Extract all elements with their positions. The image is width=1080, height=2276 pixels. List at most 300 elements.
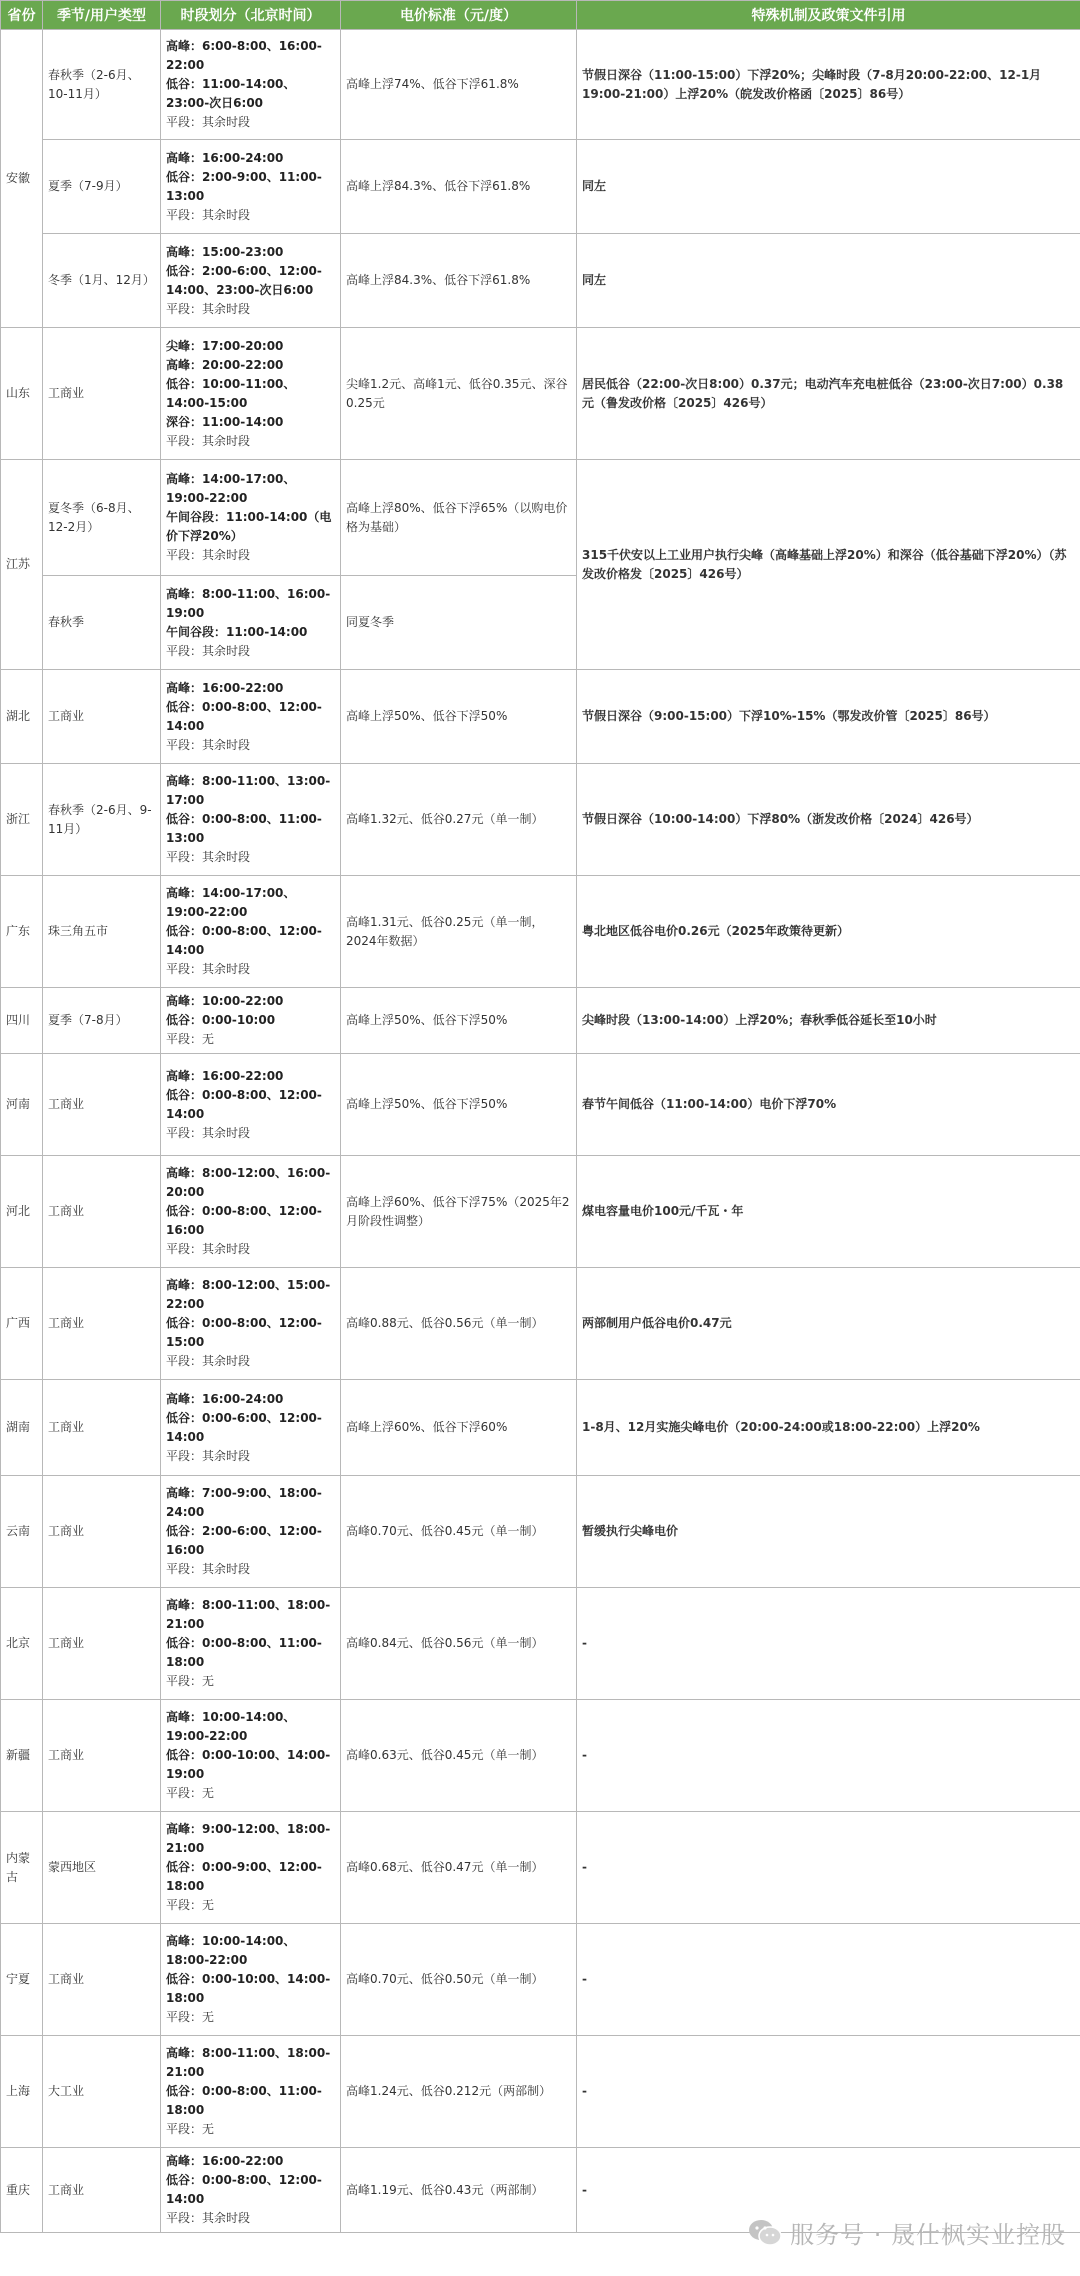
time-slot-range: 6:00-8:00、16:00-22:00 xyxy=(166,39,322,72)
time-slot-line xyxy=(166,1484,335,1522)
time-slot-label: 低谷： xyxy=(166,169,203,184)
time-slot-range: 平段：其余时段 xyxy=(166,1448,251,1463)
table-row xyxy=(1,988,1080,1054)
time-slot-range: 10:00-11:00、14:00-15:00 xyxy=(166,376,296,410)
time-slot-line xyxy=(166,1067,335,1086)
province-cell: 云南 xyxy=(1,1476,43,1588)
season-cell: 大工业 xyxy=(43,2036,161,2148)
time-slot-line xyxy=(166,2152,335,2171)
time-slot-label: 高峰： xyxy=(166,2154,203,2168)
policy-cell: 1-8月、12月实施尖峰电价（20:00-24:00或18:00-22:00）上浮20% xyxy=(577,1380,1080,1476)
season-cell: 珠三角五市 xyxy=(43,876,161,988)
time-slot-range: 10:00-22:00 xyxy=(202,994,284,1008)
province-cell: 江苏 xyxy=(1,460,43,670)
time-slot-range: 平段：其余时段 xyxy=(166,2211,251,2225)
season-cell: 蒙西地区 xyxy=(43,1812,161,1924)
time-slot-range: 8:00-12:00、15:00-22:00 xyxy=(166,1278,331,1311)
time-slot-range: 8:00-11:00、16:00-19:00 xyxy=(166,586,331,620)
time-slot-label: 高峰： xyxy=(166,357,203,372)
table-row xyxy=(1,2036,1080,2148)
header-season: 季节/用户类型 xyxy=(43,1,161,30)
time-slot-label: 低谷： xyxy=(166,699,203,714)
time-slot-range: 平段：其余时段 xyxy=(166,643,251,658)
time-slot-range: 8:00-11:00、18:00-21:00 xyxy=(166,2046,331,2079)
time-slot-label: 低谷： xyxy=(166,77,203,91)
time-slot-line xyxy=(166,413,335,432)
time-slot-range: 平段：无 xyxy=(166,1032,215,1046)
time-slot-line xyxy=(166,149,335,168)
time-slot-range: 2:00-9:00、11:00-13:00 xyxy=(166,169,322,203)
time-slot-line xyxy=(166,1560,335,1579)
time-slot-range: 10:00-14:00、19:00-22:00 xyxy=(166,1710,296,1743)
price-cell: 高峰上浮50%、低谷下浮50% xyxy=(341,670,577,764)
table-row xyxy=(1,764,1080,876)
time-slot-line xyxy=(166,1124,335,1143)
time-slot-range: 10:00-14:00、18:00-22:00 xyxy=(166,1934,296,1967)
time-slot-range: 0:00-8:00、11:00-18:00 xyxy=(166,1636,322,1669)
time-slot-range: 16:00-24:00 xyxy=(202,150,284,165)
policy-cell: 同左 xyxy=(577,140,1080,234)
time-slot-label: 尖峰： xyxy=(166,338,203,353)
time-slot-range: 0:00-8:00、11:00-18:00 xyxy=(166,2084,322,2117)
time-slot-range: 0:00-8:00、12:00-14:00 xyxy=(166,699,322,733)
time-slot-range: 17:00-20:00 xyxy=(202,338,284,353)
time-slots-cell xyxy=(161,576,341,670)
header-policy: 特殊机制及政策文件引用 xyxy=(577,1,1080,30)
season-cell: 春秋季（2-6月、9-11月） xyxy=(43,764,161,876)
province-cell: 安徽 xyxy=(1,30,43,328)
policy-cell: 同左 xyxy=(577,234,1080,328)
price-cell: 高峰1.24元、低谷0.212元（两部制） xyxy=(341,2036,577,2148)
price-cell: 高峰上浮74%、低谷下浮61.8% xyxy=(341,30,577,140)
time-slot-range: 0:00-10:00 xyxy=(202,1013,276,1027)
time-slot-range: 15:00-23:00 xyxy=(202,244,284,259)
season-cell: 工商业 xyxy=(43,2148,161,2233)
time-slot-range: 11:00-14:00 xyxy=(226,624,308,639)
watermark xyxy=(748,2215,1066,2250)
time-slots-cell xyxy=(161,30,341,140)
time-slot-label: 低谷： xyxy=(166,2084,203,2098)
time-slot-line xyxy=(166,546,335,565)
time-slot-line xyxy=(166,300,335,319)
time-slot-range: 11:00-14:00（电价下浮20%） xyxy=(166,510,332,543)
time-slot-range: 2:00-6:00、12:00-14:00、23:00-次日6:00 xyxy=(166,263,322,297)
time-slot-line xyxy=(166,432,335,451)
table-row xyxy=(1,328,1080,460)
price-cell: 高峰上浮50%、低谷下浮50% xyxy=(341,1054,577,1156)
time-slot-line xyxy=(166,1784,335,1803)
time-slot-range: 0:00-10:00、14:00-19:00 xyxy=(166,1748,331,1781)
time-slot-label: 高峰： xyxy=(166,472,203,486)
time-slot-label: 低谷： xyxy=(166,1972,203,1986)
time-slot-line xyxy=(166,1276,335,1314)
time-slot-line xyxy=(166,1447,335,1466)
time-slot-label: 高峰： xyxy=(166,1166,203,1180)
time-slot-label: 高峰： xyxy=(166,1068,203,1083)
header-slots: 时段划分（北京时间） xyxy=(161,1,341,30)
price-cell: 高峰1.31元、低谷0.25元（单一制，2024年数据） xyxy=(341,876,577,988)
time-slot-range: 8:00-11:00、18:00-21:00 xyxy=(166,1598,331,1631)
table-row xyxy=(1,1476,1080,1588)
time-slots-cell xyxy=(161,1054,341,1156)
season-cell: 夏季（7-8月） xyxy=(43,988,161,1054)
time-slot-range: 16:00-24:00 xyxy=(202,1391,284,1406)
time-slot-line xyxy=(166,992,335,1011)
time-slot-label: 低谷： xyxy=(166,1636,203,1650)
time-slot-line xyxy=(166,623,335,642)
time-slot-range: 平段：其余时段 xyxy=(166,548,251,562)
table-row xyxy=(1,1054,1080,1156)
policy-cell: - xyxy=(577,2148,1080,2233)
time-slot-range: 16:00-22:00 xyxy=(202,2154,284,2168)
province-cell: 山东 xyxy=(1,328,43,460)
time-slot-line xyxy=(166,585,335,623)
watermark-text: 服务号 · 晟仕枫实业控股 xyxy=(790,2221,1066,2249)
time-slot-label: 低谷： xyxy=(166,1748,203,1762)
policy-cell: 煤电容量电价100元/千瓦・年 xyxy=(577,1156,1080,1268)
policy-cell: - xyxy=(577,2036,1080,2148)
time-slots-cell xyxy=(161,140,341,234)
province-cell: 河南 xyxy=(1,1054,43,1156)
season-cell: 春秋季 xyxy=(43,576,161,670)
table-row xyxy=(1,876,1080,988)
time-slot-line xyxy=(166,337,335,356)
time-slots-cell xyxy=(161,1268,341,1380)
time-slot-line xyxy=(166,113,335,132)
time-slot-range: 0:00-10:00、14:00-18:00 xyxy=(166,1972,331,2005)
province-cell: 新疆 xyxy=(1,1700,43,1812)
time-slot-line xyxy=(166,810,335,848)
province-cell: 上海 xyxy=(1,2036,43,2148)
policy-cell: - xyxy=(577,1812,1080,1924)
time-slot-label: 高峰： xyxy=(166,774,203,788)
time-slot-line xyxy=(166,1932,335,1970)
time-slots-cell xyxy=(161,1476,341,1588)
time-slot-range: 0:00-9:00、12:00-18:00 xyxy=(166,1860,322,1893)
province-cell: 广东 xyxy=(1,876,43,988)
table-row xyxy=(1,30,1080,140)
time-slot-line xyxy=(166,1086,335,1124)
time-slots-cell xyxy=(161,876,341,988)
time-slots-cell xyxy=(161,1812,341,1924)
time-slot-line xyxy=(166,772,335,810)
time-slot-label: 高峰： xyxy=(166,150,203,165)
time-slot-label: 高峰： xyxy=(166,994,203,1008)
time-slots-cell xyxy=(161,328,341,460)
price-cell: 高峰1.32元、低谷0.27元（单一制） xyxy=(341,764,577,876)
time-slot-label: 高峰： xyxy=(166,1934,203,1948)
policy-cell: 居民低谷（22:00-次日8:00）0.37元；电动汽车充电桩低谷（23:00-次日7:00）0.38元（鲁发改价格〔2025〕426号） xyxy=(577,328,1080,460)
province-cell: 河北 xyxy=(1,1156,43,1268)
time-slot-label: 低谷： xyxy=(166,1316,203,1330)
time-slot-range: 16:00-22:00 xyxy=(202,680,284,695)
season-cell: 工商业 xyxy=(43,1380,161,1476)
time-slot-line xyxy=(166,884,335,922)
price-cell: 高峰上浮80%、低谷下浮65%（以购电价格为基础） xyxy=(341,460,577,576)
season-cell: 工商业 xyxy=(43,328,161,460)
time-slot-line xyxy=(166,356,335,375)
time-slot-label: 午间谷段： xyxy=(166,510,227,524)
time-slots-cell xyxy=(161,234,341,328)
time-slot-label: 低谷： xyxy=(166,924,203,938)
time-slots-cell xyxy=(161,1700,341,1812)
table-row xyxy=(1,460,1080,576)
time-slots-cell xyxy=(161,1156,341,1268)
time-slot-line xyxy=(166,470,335,508)
time-slot-label: 深谷： xyxy=(166,414,203,429)
time-slot-line xyxy=(166,508,335,546)
time-slot-label: 高峰： xyxy=(166,1822,203,1836)
time-slot-range: 平段：其余时段 xyxy=(166,850,251,864)
time-slots-cell xyxy=(161,1924,341,2036)
time-slot-label: 低谷： xyxy=(166,1410,203,1425)
season-cell: 工商业 xyxy=(43,1924,161,2036)
time-slot-range: 0:00-8:00、11:00-13:00 xyxy=(166,812,322,845)
time-slot-line xyxy=(166,1164,335,1202)
time-slot-range: 0:00-8:00、12:00-14:00 xyxy=(166,2173,322,2206)
time-slot-line xyxy=(166,1896,335,1915)
time-slot-line xyxy=(166,1409,335,1447)
time-slot-label: 高峰： xyxy=(166,2046,203,2060)
province-cell: 北京 xyxy=(1,1588,43,1700)
policy-cell: 暂缓执行尖峰电价 xyxy=(577,1476,1080,1588)
season-cell: 春秋季（2-6月、10-11月） xyxy=(43,30,161,140)
time-slot-line xyxy=(166,679,335,698)
time-slot-range: 平段：其余时段 xyxy=(166,1242,251,1256)
policy-cell: - xyxy=(577,1700,1080,1812)
time-slot-line xyxy=(166,375,335,413)
time-slot-range: 平段：无 xyxy=(166,1786,215,1800)
time-slot-range: 平段：其余时段 xyxy=(166,207,251,222)
table-row xyxy=(1,1700,1080,1812)
time-slot-label: 高峰： xyxy=(166,1710,203,1724)
header-province: 省份 xyxy=(1,1,43,30)
time-slot-range: 0:00-6:00、12:00-14:00 xyxy=(166,1410,322,1444)
time-slot-range: 9:00-12:00、18:00-21:00 xyxy=(166,1822,331,1855)
time-slot-range: 平段：其余时段 xyxy=(166,962,251,976)
time-slots-cell xyxy=(161,1380,341,1476)
time-slot-range: 2:00-6:00、12:00-16:00 xyxy=(166,1524,322,1557)
time-slot-line xyxy=(166,1314,335,1352)
price-cell: 高峰0.70元、低谷0.50元（单一制） xyxy=(341,1924,577,2036)
time-slot-range: 8:00-11:00、13:00-17:00 xyxy=(166,774,331,807)
price-cell: 高峰0.68元、低谷0.47元（单一制） xyxy=(341,1812,577,1924)
time-slot-label: 高峰： xyxy=(166,1278,203,1292)
time-slot-label: 低谷： xyxy=(166,376,203,391)
time-slot-label: 高峰： xyxy=(166,586,203,601)
time-slot-line xyxy=(166,642,335,661)
policy-cell: - xyxy=(577,1924,1080,2036)
price-cell: 高峰0.84元、低谷0.56元（单一制） xyxy=(341,1588,577,1700)
price-cell: 高峰上浮50%、低谷下浮50% xyxy=(341,988,577,1054)
time-slot-range: 平段：无 xyxy=(166,1674,215,1688)
province-cell: 浙江 xyxy=(1,764,43,876)
time-slot-line xyxy=(166,2044,335,2082)
time-slot-range: 平段：其余时段 xyxy=(166,115,251,129)
time-slot-label: 高峰： xyxy=(166,39,203,53)
time-slot-range: 14:00-17:00、19:00-22:00 xyxy=(166,472,296,505)
price-cell: 高峰0.63元、低谷0.45元（单一制） xyxy=(341,1700,577,1812)
price-cell: 高峰上浮60%、低谷下浮60% xyxy=(341,1380,577,1476)
time-slot-range: 0:00-8:00、12:00-14:00 xyxy=(166,924,322,957)
season-cell: 工商业 xyxy=(43,1268,161,1380)
time-slot-line xyxy=(166,75,335,113)
time-slot-line xyxy=(166,262,335,300)
time-slot-label: 低谷： xyxy=(166,1860,203,1874)
time-slot-label: 高峰： xyxy=(166,1486,203,1500)
time-slot-line xyxy=(166,1634,335,1672)
policy-cell: 春节午间低谷（11:00-14:00）电价下浮70% xyxy=(577,1054,1080,1156)
price-cell: 尖峰1.2元、高峰1元、低谷0.35元、深谷0.25元 xyxy=(341,328,577,460)
time-slot-line xyxy=(166,922,335,960)
table-row xyxy=(1,234,1080,328)
policy-cell: 粤北地区低谷电价0.26元（2025年政策待更新） xyxy=(577,876,1080,988)
time-slot-line xyxy=(166,1030,335,1049)
time-slots-cell xyxy=(161,2148,341,2233)
time-slot-line xyxy=(166,1970,335,2008)
time-slot-label: 低谷： xyxy=(166,263,203,278)
time-slots-cell xyxy=(161,764,341,876)
price-cell: 高峰上浮84.3%、低谷下浮61.8% xyxy=(341,140,577,234)
time-slot-range: 平段：其余时段 xyxy=(166,433,251,448)
price-cell: 同夏冬季 xyxy=(341,576,577,670)
time-slots-cell xyxy=(161,670,341,764)
time-slots-cell xyxy=(161,988,341,1054)
time-slot-line xyxy=(166,1240,335,1259)
time-slot-range: 14:00-17:00、19:00-22:00 xyxy=(166,886,296,919)
season-cell: 冬季（1月、12月） xyxy=(43,234,161,328)
time-slot-line xyxy=(166,1672,335,1691)
time-slot-line xyxy=(166,1011,335,1030)
time-slot-range: 7:00-9:00、18:00-24:00 xyxy=(166,1486,322,1519)
time-slot-range: 平段：无 xyxy=(166,1898,215,1912)
time-slot-line xyxy=(166,1858,335,1896)
province-cell: 内蒙古 xyxy=(1,1812,43,1924)
time-slots-cell xyxy=(161,1588,341,1700)
time-slot-label: 低谷： xyxy=(166,812,203,826)
time-slot-range: 平段：其余时段 xyxy=(166,301,251,316)
season-cell: 工商业 xyxy=(43,1054,161,1156)
table-row xyxy=(1,670,1080,764)
time-slot-label: 高峰： xyxy=(166,680,203,695)
table-row xyxy=(1,1924,1080,2036)
time-slot-range: 平段：无 xyxy=(166,2122,215,2136)
time-slot-label: 低谷： xyxy=(166,1087,203,1102)
time-slot-range: 11:00-14:00、23:00-次日6:00 xyxy=(166,77,296,110)
time-slot-line xyxy=(166,206,335,225)
time-slot-range: 8:00-12:00、16:00-20:00 xyxy=(166,1166,331,1199)
time-slot-line xyxy=(166,37,335,75)
time-slot-line xyxy=(166,1202,335,1240)
price-cell: 高峰上浮60%、低谷下浮75%（2025年2月阶段性调整） xyxy=(341,1156,577,1268)
time-slot-label: 低谷： xyxy=(166,1013,203,1027)
time-slot-line xyxy=(166,2008,335,2027)
time-slot-range: 11:00-14:00 xyxy=(202,414,284,429)
time-slot-line xyxy=(166,2082,335,2120)
season-cell: 夏冬季（6-8月、12-2月） xyxy=(43,460,161,576)
time-slot-label: 高峰： xyxy=(166,244,203,259)
province-cell: 宁夏 xyxy=(1,1924,43,2036)
policy-cell: 尖峰时段（13:00-14:00）上浮20%；春秋季低谷延长至10小时 xyxy=(577,988,1080,1054)
time-slot-line xyxy=(166,698,335,736)
time-slot-line xyxy=(166,736,335,755)
time-slot-range: 平段：无 xyxy=(166,2010,215,2024)
table-row xyxy=(1,1156,1080,1268)
policy-cell: 节假日深谷（10:00-14:00）下浮80%（浙发改价格〔2024〕426号） xyxy=(577,764,1080,876)
policy-cell: 节假日深谷（11:00-15:00）下浮20%；尖峰时段（7-8月20:00-22:00、12-1月19:00-21:00）上浮20%（皖发改价格函〔2025〕86号） xyxy=(577,30,1080,140)
season-cell: 夏季（7-9月） xyxy=(43,140,161,234)
time-slots-cell xyxy=(161,460,341,576)
province-cell: 湖北 xyxy=(1,670,43,764)
time-slots-cell xyxy=(161,2036,341,2148)
header-price: 电价标准（元/度） xyxy=(341,1,577,30)
time-slot-line xyxy=(166,1390,335,1409)
time-slot-range: 0:00-8:00、12:00-15:00 xyxy=(166,1316,322,1349)
season-cell: 工商业 xyxy=(43,1700,161,1812)
policy-cell: 节假日深谷（9:00-15:00）下浮10%-15%（鄂发改价管〔2025〕86号） xyxy=(577,670,1080,764)
time-slot-line xyxy=(166,1820,335,1858)
time-slot-line xyxy=(166,960,335,979)
time-slot-range: 0:00-8:00、12:00-14:00 xyxy=(166,1087,322,1121)
table-row xyxy=(1,1268,1080,1380)
season-cell: 工商业 xyxy=(43,1476,161,1588)
policy-cell: 315千伏安以上工业用户执行尖峰（高峰基础上浮20%）和深谷（低谷基础下浮20%）（苏发改价格发〔2025〕426号） xyxy=(577,460,1080,670)
table-header-row xyxy=(1,1,1080,30)
time-slot-line xyxy=(166,1522,335,1560)
time-slot-line xyxy=(166,168,335,206)
price-cell: 高峰0.70元、低谷0.45元（单一制） xyxy=(341,1476,577,1588)
time-slot-line xyxy=(166,2209,335,2228)
time-slot-line xyxy=(166,243,335,262)
season-cell: 工商业 xyxy=(43,1156,161,1268)
time-slot-range: 平段：其余时段 xyxy=(166,1562,251,1576)
time-slot-line xyxy=(166,2171,335,2209)
time-slot-label: 低谷： xyxy=(166,1524,203,1538)
time-slot-range: 平段：其余时段 xyxy=(166,1354,251,1368)
season-cell: 工商业 xyxy=(43,1588,161,1700)
policy-cell: 两部制用户低谷电价0.47元 xyxy=(577,1268,1080,1380)
time-slot-label: 午间谷段： xyxy=(166,624,227,639)
season-cell: 工商业 xyxy=(43,670,161,764)
time-slot-label: 高峰： xyxy=(166,1598,203,1612)
time-slot-range: 20:00-22:00 xyxy=(202,357,284,372)
time-slot-line xyxy=(166,848,335,867)
province-cell: 重庆 xyxy=(1,2148,43,2233)
time-slot-line xyxy=(166,1746,335,1784)
time-slot-label: 高峰： xyxy=(166,886,203,900)
time-slot-label: 低谷： xyxy=(166,2173,203,2187)
time-slot-range: 平段：其余时段 xyxy=(166,1125,251,1140)
province-cell: 广西 xyxy=(1,1268,43,1380)
time-slot-label: 低谷： xyxy=(166,1204,203,1218)
time-slot-line xyxy=(166,1708,335,1746)
table-row xyxy=(1,1380,1080,1476)
table-row xyxy=(1,1588,1080,1700)
province-cell: 四川 xyxy=(1,988,43,1054)
time-slot-line xyxy=(166,1352,335,1371)
wechat-icon xyxy=(748,2218,782,2248)
time-slot-range: 0:00-8:00、12:00-16:00 xyxy=(166,1204,322,1237)
price-cell: 高峰1.19元、低谷0.43元（两部制） xyxy=(341,2148,577,2233)
time-slot-range: 16:00-22:00 xyxy=(202,1068,284,1083)
province-cell: 湖南 xyxy=(1,1380,43,1476)
price-cell: 高峰上浮84.3%、低谷下浮61.8% xyxy=(341,234,577,328)
table-row xyxy=(1,140,1080,234)
table-row xyxy=(1,1812,1080,1924)
time-slot-line xyxy=(166,1596,335,1634)
time-slot-label: 高峰： xyxy=(166,1391,203,1406)
time-slot-range: 平段：其余时段 xyxy=(166,737,251,752)
